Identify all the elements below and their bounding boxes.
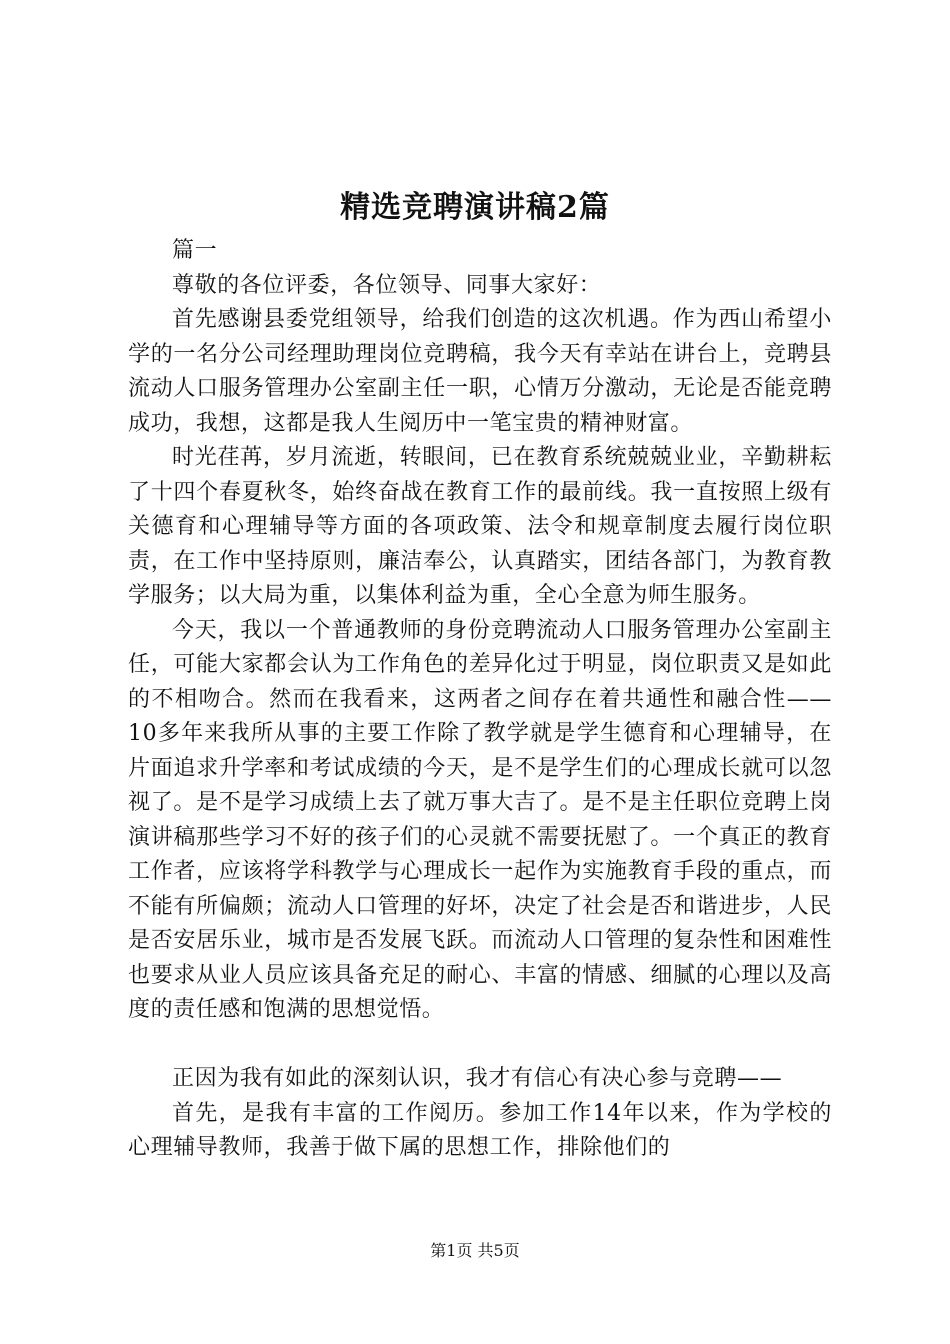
- document-body: [128, 234, 832, 1166]
- body-paragraph: 首先，是我有丰富的工作阅历。参加工作14年以来，作为学校的心理辅导教师，我善于做下属的思想工作，排除他们的: [128, 1100, 832, 1160]
- body-paragraph: 首先感谢县委党组领导，给我们创造的这次机遇。作为西山希望小学的一名分公司经理助理岗位竞聘稿，我今天有幸站在讲台上，竞聘县流动人口服务管理办公室副主任一职，心情万分激动，无论是否能竞聘成功，我想，这都是我人生阅历中一笔宝贵的精神财富。: [128, 307, 832, 436]
- document-title: 精选竞聘演讲稿2篇: [340, 190, 610, 225]
- page-footer: 第1页 共5页: [430, 1241, 520, 1260]
- body-paragraph: 今天，我以一个普通教师的身份竞聘流动人口服务管理办公室副主任，可能大家都会认为工作角色的差异化过于明显，岗位职责又是如此的不相吻合。然而在我看来，这两者之间存在着共通性和融合性——10多年来我所从事的主要工作除了教学就是学生德育和心理辅导，在片面追求升学率和考试成绩的今天，是不是学生们的心理成长就可以忽视了。是不是学习成绩上去了就万事大吉了。是不是主任职位竞聘上岗演讲稿那些学习不好的孩子们的心灵就不需要抚慰了。一个真正的教育工作者，应该将学科教学与心理成长一起作为实施教育手段的重点，而不能有所偏颇；流动人口管理的好坏，决定了社会是否和谐进步，人民是否安居乐业，城市是否发展飞跃。而流动人口管理的复杂性和困难性也要求从业人员应该具备充足的耐心、丰富的情感、细腻的心理以及高度的责任感和饱满的思想觉悟。: [128, 617, 832, 1022]
- salutation: 尊敬的各位评委，各位领导、同事大家好：: [172, 272, 602, 298]
- body-paragraph: 正因为我有如此的深刻认识，我才有信心有决心参与竞聘——: [172, 1066, 783, 1091]
- body-paragraph: 时光荏苒，岁月流逝，转眼间，已在教育系统兢兢业业，辛勤耕耘了十四个春夏秋冬，始终奋战在教育工作的最前线。我一直按照上级有关德育和心理辅导等方面的各项政策、法令和规章制度去履行岗位职责，在工作中坚持原则，廉洁奉公，认真踏实，团结各部门，为教育教学服务；以大局为重，以集体利益为重，全心全意为师生服务。: [128, 445, 832, 608]
- section-heading: 篇一: [172, 238, 218, 263]
